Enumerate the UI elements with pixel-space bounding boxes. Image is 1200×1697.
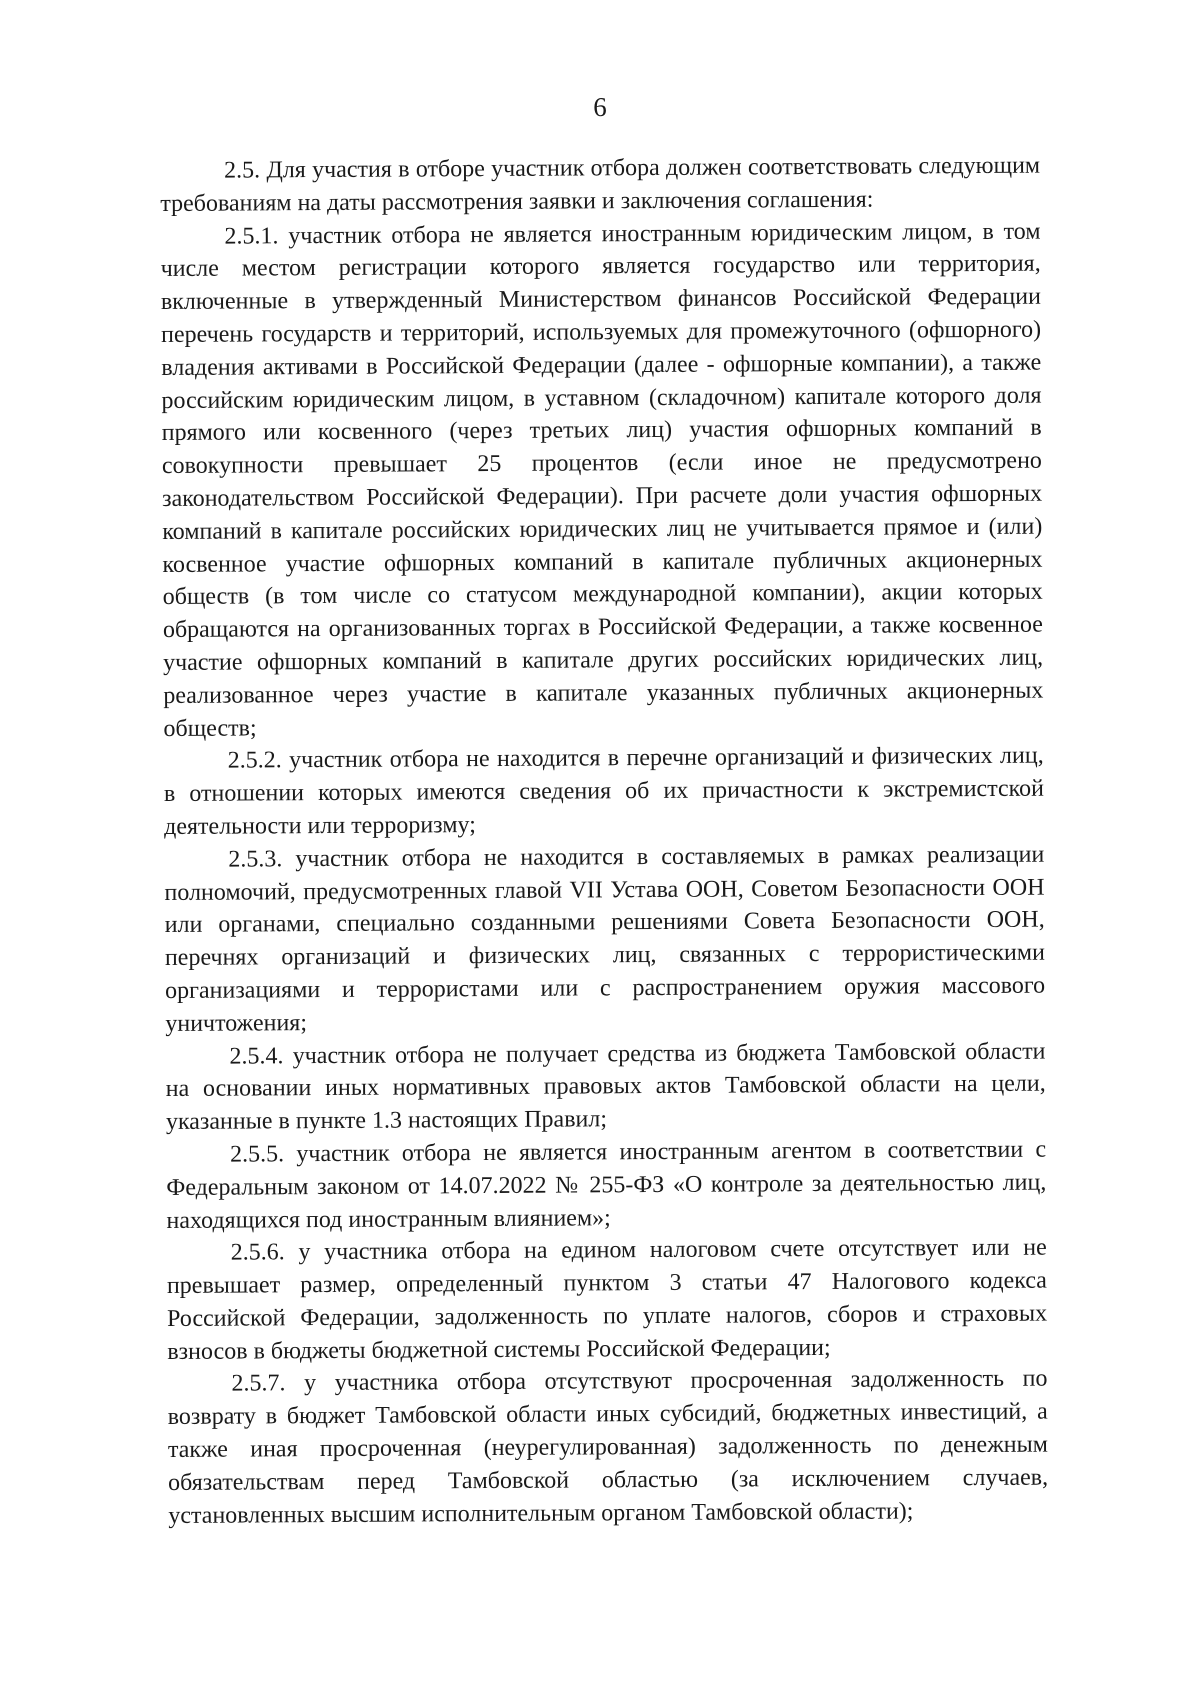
paragraph-2-5-1: 2.5.1. участник отбора не является иностранным юридическим лицом, в том числе местом регистрации которого является государство или территория, включенные в утвержденный Министерством финансов Российской Федерации перечень государств и территорий, используемых для промежуточного (офшорного) владения активами в Российской Федерации (далее - офшорные компании), а также российским юридическим лицом, в уставном (складочном) капитале которого доля прямого или косвенного (через третьих лиц) участия офшорных компаний в совокупности превышает 25 процентов (если иное не предусмотрено законодательством Российской Федерации). При расчете доли участия офшорных компаний в капитале российских юридических лиц не учитывается прямое и (или) косвенное участие офшорных компаний в капитале публичных акционерных обществ (в том числе со статусом международной компании), акции которых обращаются на организованных торгах в Российской Федерации, а также косвенное участие офшорных компаний в капитале других российских юридических лиц, реализованное через участие в капитале указанных публичных акционерных обществ; bbox=[160, 218, 1044, 742]
document-body bbox=[160, 150, 1048, 1533]
paragraph-2-5-4: 2.5.4. участник отбора не получает средства из бюджета Тамбовской области на основании иных нормативных правовых актов Тамбовской области на цели, указанные в пункте 1.3 настоящих Правил; bbox=[165, 1038, 1046, 1136]
paragraph-2-5: 2.5. Для участия в отборе участник отбора должен соответствовать следующим требованиям на даты рассмотрения заявки и заключения соглашения: bbox=[160, 152, 1041, 217]
paragraph-2-5-3: 2.5.3. участник отбора не находится в составляемых в рамках реализации полномочий, предусмотренных главой VII Устава ООН, Советом Безопасности ООН или органами, специально созданными решениями Совета Безопасности ООН, перечнях организаций и физических лиц, связанных с террористическими организациями и террористами или с распространением оружия массового уничтожения; bbox=[164, 841, 1046, 1037]
paragraph-2-5-2: 2.5.2. участник отбора не находится в перечне организаций и физических лиц, в отношении которых имеются сведения об их причастности к экстремистской деятельности или терроризму; bbox=[163, 742, 1044, 840]
paragraph-2-5-7: 2.5.7. у участника отбора отсутствуют просроченная задолженность по возврату в бюджет Тамбовской области иных субсидий, бюджетных инвестиций, а также иная просроченная (неурегулированная) задолженность по денежным обязательствам перед Тамбовской областью (за исключением случаев, установленных высшим исполнительным органом Тамбовской области); bbox=[167, 1366, 1049, 1529]
paragraph-2-5-5: 2.5.5. участник отбора не является иностранным агентом в соответствии с Федеральным законом от 14.07.2022 № 255-ФЗ «О контроле за деятельностью лиц, находящихся под иностранным влиянием»; bbox=[166, 1136, 1047, 1234]
paragraph-2-5-6: 2.5.6. у участника отбора на едином налоговом счете отсутствует или не превышает размер, определенный пунктом 3 статьи 47 Налогового кодекса Российской Федерации, задолженность по уплате налогов, сборов и страховых взносов в бюджеты бюджетной системы Российской Федерации; bbox=[166, 1234, 1048, 1365]
page-number: 6 bbox=[593, 92, 607, 122]
